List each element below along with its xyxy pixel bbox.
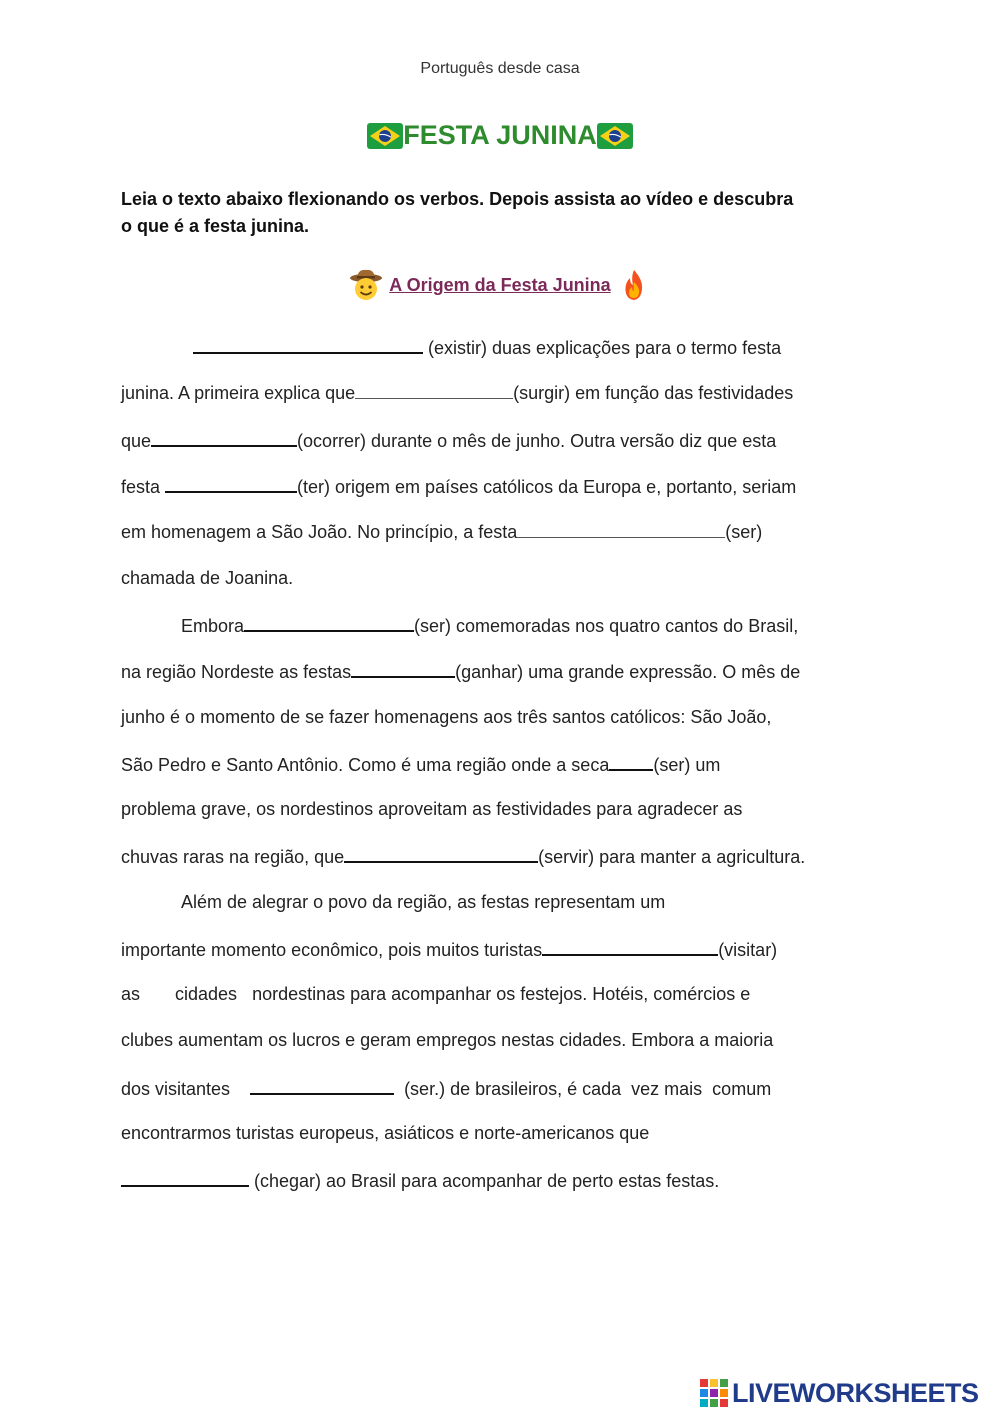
liveworksheets-logo-icon (700, 1379, 728, 1407)
blank-ocorrer[interactable] (151, 427, 297, 447)
text-line-17 (121, 1075, 771, 1099)
line-8-b: (ganhar) uma grande expressão. O mês de (455, 662, 801, 682)
blank-surgir[interactable] (355, 380, 513, 399)
line-3-b: (ocorrer) durante o mês de junho. Outra versão diz que esta (297, 431, 777, 451)
instructions (121, 186, 881, 240)
cowboy-face-icon (349, 268, 383, 302)
blank-ser-2[interactable] (244, 612, 414, 632)
instructions-line-1: Leia o texto abaixo flexionando os verbos. Depois assista ao vídeo e descubra (121, 189, 794, 209)
line-7-b: (ser) comemoradas nos quatro cantos do Brasil, (414, 616, 799, 636)
line-10-a: São Pedro e Santo Antônio. Como é uma região onde a seca (121, 755, 610, 775)
subtitle (0, 268, 1000, 302)
line-9-a: junho é o momento de se fazer homenagens aos três santos católicos: São João, (121, 707, 772, 727)
line-1-b: (existir) duas explicações para o termo festa (428, 338, 782, 358)
text-line-4 (121, 473, 796, 497)
text-line-3 (121, 427, 776, 451)
line-14-a: importante momento econômico, pois muitos turistas (121, 940, 543, 960)
text-line-7 (121, 612, 798, 636)
line-10-b: (ser) um (653, 755, 721, 775)
line-12-a: chuvas raras na região, que (121, 847, 345, 867)
text-line-11 (121, 797, 742, 821)
fire-icon (617, 268, 651, 302)
line-7-a: Embora (181, 616, 245, 636)
blank-ser-1[interactable] (517, 519, 725, 538)
text-line-16 (121, 1028, 773, 1052)
instructions-line-2: o que é a festa junina. (121, 216, 310, 236)
line-12-b: (servir) para manter a agricultura. (538, 847, 806, 867)
line-2-b: (surgir) em função das festividades (513, 383, 794, 403)
line-8-a: na região Nordeste as festas (121, 662, 352, 682)
line-18-a: encontrarmos turistas europeus, asiáticos e norte-americanos que (121, 1123, 650, 1143)
line-4-b: (ter) origem em países católicos da Europa e, portanto, seriam (297, 477, 797, 497)
text-line-1 (121, 334, 781, 358)
page-header: Português desde casa (420, 60, 580, 77)
video-link[interactable]: A Origem da Festa Junina (389, 274, 611, 295)
blank-ser-4[interactable] (250, 1075, 394, 1095)
blank-visitar[interactable] (542, 936, 718, 956)
brazil-flag-icon (367, 123, 403, 149)
line-17-b: (ser.) de brasileiros, é cada vez mais comum (394, 1079, 772, 1099)
line-6-a: chamada de Joanina. (121, 568, 294, 588)
line-15-a: as cidades nordestinas para acompanhar os festejos. Hotéis, comércios e (121, 984, 751, 1004)
brazil-flag-icon (597, 123, 633, 149)
text-line-13 (121, 890, 665, 914)
line-5-b: (ser) (725, 522, 763, 542)
text-line-18 (121, 1121, 649, 1145)
blank-ganhar[interactable] (351, 658, 455, 678)
text-line-14 (121, 936, 777, 960)
text-line-2 (121, 380, 793, 404)
line-14-b: (visitar) (718, 940, 778, 960)
title-text: FESTA JUNINA (403, 120, 597, 150)
text-line-5 (121, 519, 762, 543)
line-5-a: em homenagem a São João. No princípio, a festa (121, 522, 518, 542)
line-2-a: junina. A primeira explica que (121, 383, 356, 403)
text-line-9 (121, 705, 771, 729)
text-line-12 (121, 843, 805, 867)
line-19-b: (chegar) ao Brasil para acompanhar de perto estas festas. (249, 1171, 720, 1191)
line-4-a: festa (121, 477, 166, 497)
line-17-a: dos visitantes (121, 1079, 251, 1099)
brand-text: LIVEWORKSHEETS (732, 1377, 979, 1408)
text-line-19 (121, 1167, 719, 1191)
liveworksheets-logo[interactable] (700, 1378, 990, 1408)
blank-servir[interactable] (344, 843, 538, 863)
line-13-a: Além de alegrar o povo da região, as festas representam um (181, 892, 666, 912)
text-line-8 (121, 658, 800, 682)
blank-existir[interactable] (193, 334, 423, 354)
text-line-10 (121, 751, 720, 775)
blank-chegar[interactable] (121, 1167, 249, 1187)
blank-ser-3[interactable] (609, 751, 653, 771)
line-16-a: clubes aumentam os lucros e geram empregos nestas cidades. Embora a maioria (121, 1030, 774, 1050)
text-line-6 (121, 566, 293, 590)
page-title (0, 120, 1000, 151)
text-line-15 (121, 982, 750, 1006)
line-11-a: problema grave, os nordestinos aproveitam as festividades para agradecer as (121, 799, 743, 819)
line-3-a: que (121, 431, 152, 451)
blank-ter[interactable] (165, 473, 297, 493)
